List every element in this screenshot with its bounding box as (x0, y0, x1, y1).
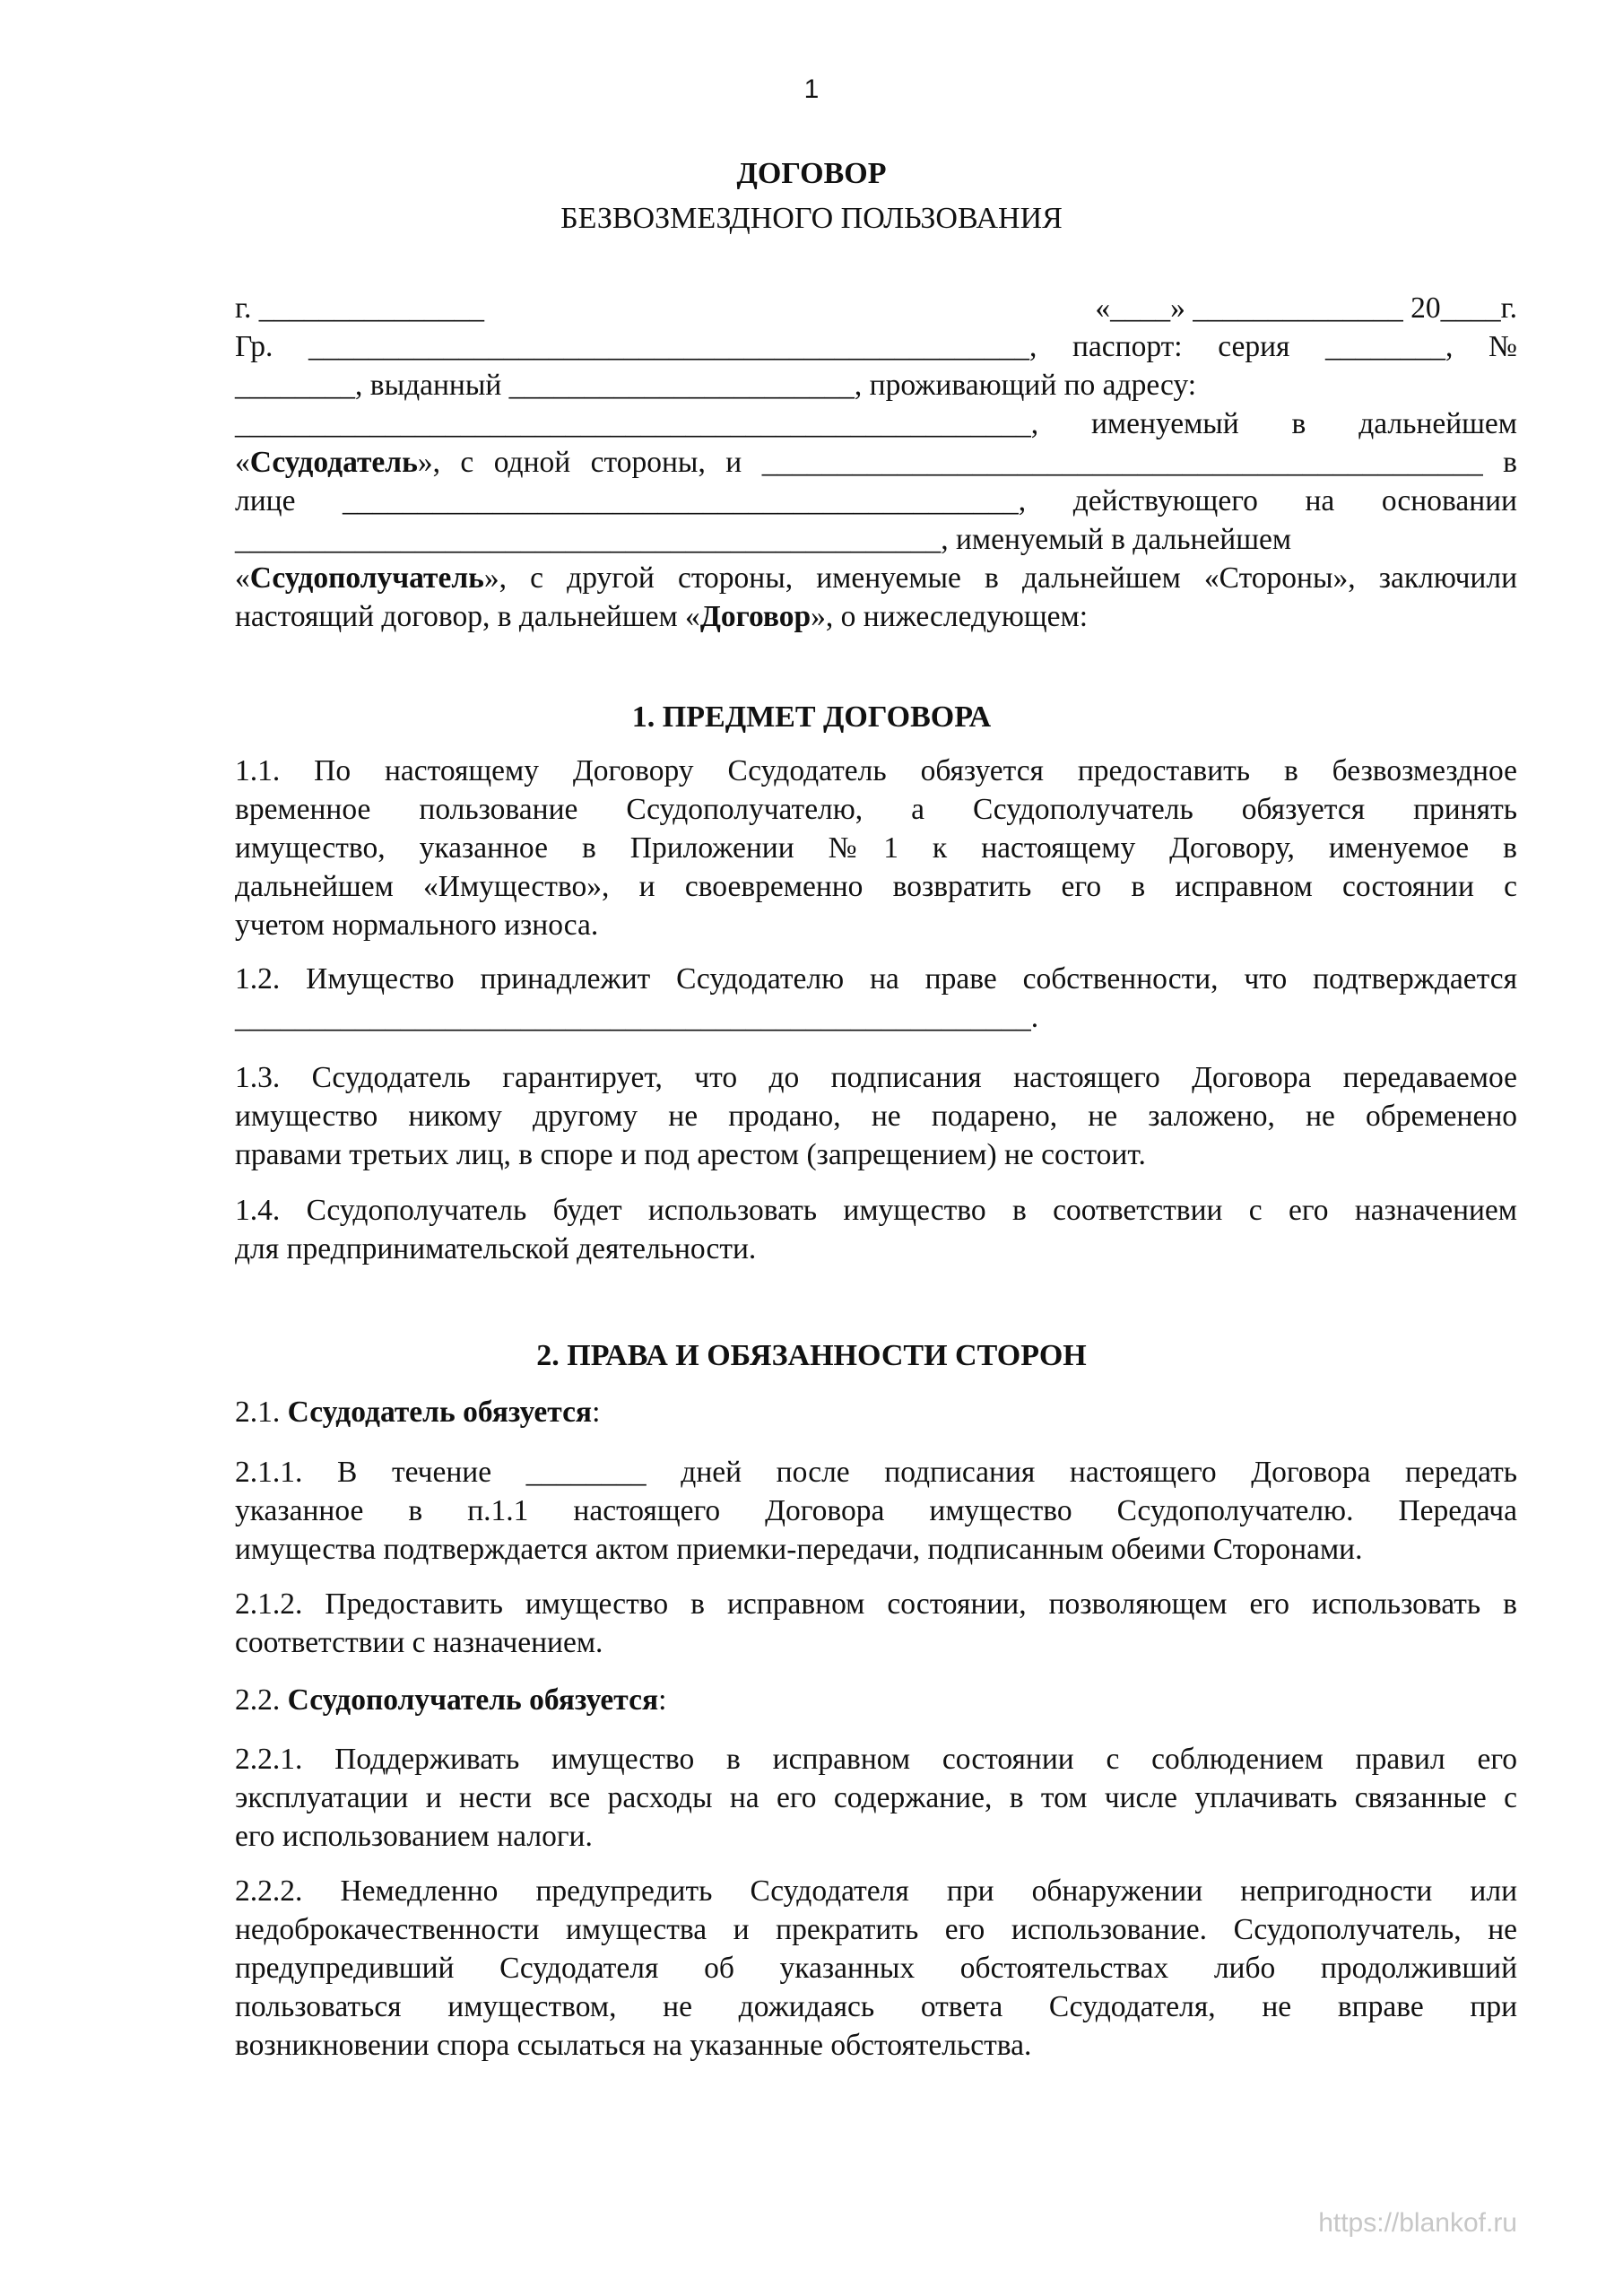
section-2-title: 2. ПРАВА И ОБЯЗАННОСТИ СТОРОН (536, 1339, 1087, 1372)
clause-line: дальнейшем «Имущество», и своевременно возвратить его в исправном состоянии с (235, 870, 1517, 903)
clause-1-1 (235, 752, 1517, 944)
clause-number: 2.2. (235, 1683, 288, 1717)
city-field: г. _______________ (235, 291, 484, 325)
clause-line: правами третьих лиц, в споре и под арестом (запрещением) не состоит. (235, 1138, 1146, 1171)
intro-line-rest: », с одной стороны, и ________________________________________________ в (417, 446, 1517, 479)
city-date-line (235, 289, 1517, 327)
clause-line (235, 1393, 1517, 1431)
clause-line: 1.4. Ссудополучатель будет использовать имущество в соответствии с его назначением (235, 1194, 1517, 1227)
clause-2-2 (235, 1681, 1517, 1719)
intro-line: _______________________________________________, именуемый в дальнейшем (235, 523, 1292, 556)
intro-line (235, 443, 1517, 482)
clause-line: для предпринимательской деятельности. (235, 1232, 757, 1265)
clause-1-3 (235, 1058, 1517, 1174)
clause-2-1-1 (235, 1453, 1517, 1569)
document-title: ДОГОВОР (736, 157, 887, 190)
clause-2-2-2 (235, 1872, 1517, 2065)
intro-line-part: », о нижеследующем: (811, 600, 1089, 633)
document-subtitle: БЕЗВОЗМЕЗДНОГО ПОЛЬЗОВАНИЯ (560, 202, 1063, 235)
clause-2-2-1 (235, 1740, 1517, 1856)
intro-line-part: настоящий договор, в дальнейшем « (235, 600, 700, 633)
clause-1-4 (235, 1191, 1517, 1268)
clause-line: возникновении спора ссылаться на указанные обстоятельства. (235, 2029, 1032, 2062)
intro-line: ________, выданный _______________________, проживающий по адресу: (235, 369, 1197, 402)
clause-1-2 (235, 960, 1517, 1037)
section-1-title: 1. ПРЕДМЕТ ДОГОВОРА (631, 700, 992, 734)
date-field: «____» ______________ 20____г. (1095, 291, 1517, 325)
clause-line: предупредивший Ссудодателя об указанных обстоятельствах либо продолживший (235, 1952, 1517, 1985)
clause-line: учетом нормального износа. (235, 909, 599, 942)
page-number: 1 (803, 74, 820, 104)
clause-line (235, 1681, 1517, 1719)
watermark: https://blankof.ru (1318, 2208, 1517, 2238)
clause-line: пользоваться имуществом, не дожидаясь ответа Ссудодателя, не вправе при (235, 1990, 1517, 2023)
intro-line (235, 559, 1517, 597)
clause-line: 1.3. Ссудодатель гарантирует, что до подписания настоящего Договора передаваемое (235, 1061, 1517, 1094)
clause-line: 2.1.1. В течение ________ дней после подписания настоящего Договора передать (235, 1456, 1517, 1489)
clause-line: 2.1.2. Предоставить имущество в исправном состоянии, позволяющем его использовать в (235, 1587, 1517, 1621)
quote-mark: « (235, 446, 250, 479)
clause-heading: Ссудополучатель обязуется (287, 1683, 659, 1717)
borrower-term: Ссудополучатель (249, 561, 484, 595)
intro-line (235, 597, 1517, 636)
clause-line: недоброкачественности имущества и прекратить его использование. Ссудополучатель, не (235, 1913, 1517, 1946)
clause-line: имущество никому другому не продано, не подарено, не заложено, не обременено (235, 1100, 1517, 1133)
clause-line: имущество, указанное в Приложении №1 к настоящему Договору, именуемое в (235, 831, 1517, 865)
intro-line: Гр. ________________________________________________, паспорт: серия ________, № (235, 330, 1517, 363)
intro-paragraph (235, 289, 1517, 636)
clause-line: эксплуатации и нести все расходы на его содержание, в том числе уплачивать связанные с (235, 1781, 1517, 1814)
intro-line: _____________________________________________________, именуемый в дальнейшем (235, 407, 1517, 440)
clause-heading: Ссудодатель обязуется (287, 1396, 593, 1429)
clause-number: 2.1. (235, 1396, 288, 1429)
colon: : (658, 1683, 667, 1717)
clause-line: имущества подтверждается актом приемки-передачи, подписанным обеими Сторонами. (235, 1533, 1363, 1566)
clause-line: 1.1. По настоящему Договору Ссудодатель обязуется предоставить в безвозмездное (235, 754, 1517, 787)
colon: : (592, 1396, 601, 1429)
clause-line: 2.2.1. Поддерживать имущество в исправном состоянии с соблюдением правил его (235, 1743, 1517, 1776)
clause-2-1-2 (235, 1585, 1517, 1662)
clause-line: временное пользование Ссудополучателю, а Ссудополучатель обязуется принять (235, 793, 1517, 826)
clause-line: его использованием налоги. (235, 1820, 593, 1853)
clause-line: указанное в п.1.1 настоящего Договора имущество Ссудополучателю. Передача (235, 1494, 1517, 1527)
lender-term: Ссудодатель (249, 446, 418, 479)
intro-line: лице _____________________________________________, действующего на основании (235, 484, 1517, 517)
clause-2-1 (235, 1393, 1517, 1431)
clause-line: _____________________________________________________. (235, 1001, 1039, 1034)
quote-mark: « (235, 561, 250, 595)
clause-line: соответствии с назначением. (235, 1626, 603, 1659)
contract-term: Договор (699, 600, 812, 633)
clause-line: 2.2.2. Немедленно предупредить Ссудодателя при обнаружении непригодности или (235, 1874, 1517, 1908)
clause-line: 1.2. Имущество принадлежит Ссудодателю на праве собственности, что подтверждается (235, 962, 1517, 996)
intro-line-rest: », с другой стороны, именуемые в дальнейшем «Стороны», заключили (483, 561, 1517, 595)
